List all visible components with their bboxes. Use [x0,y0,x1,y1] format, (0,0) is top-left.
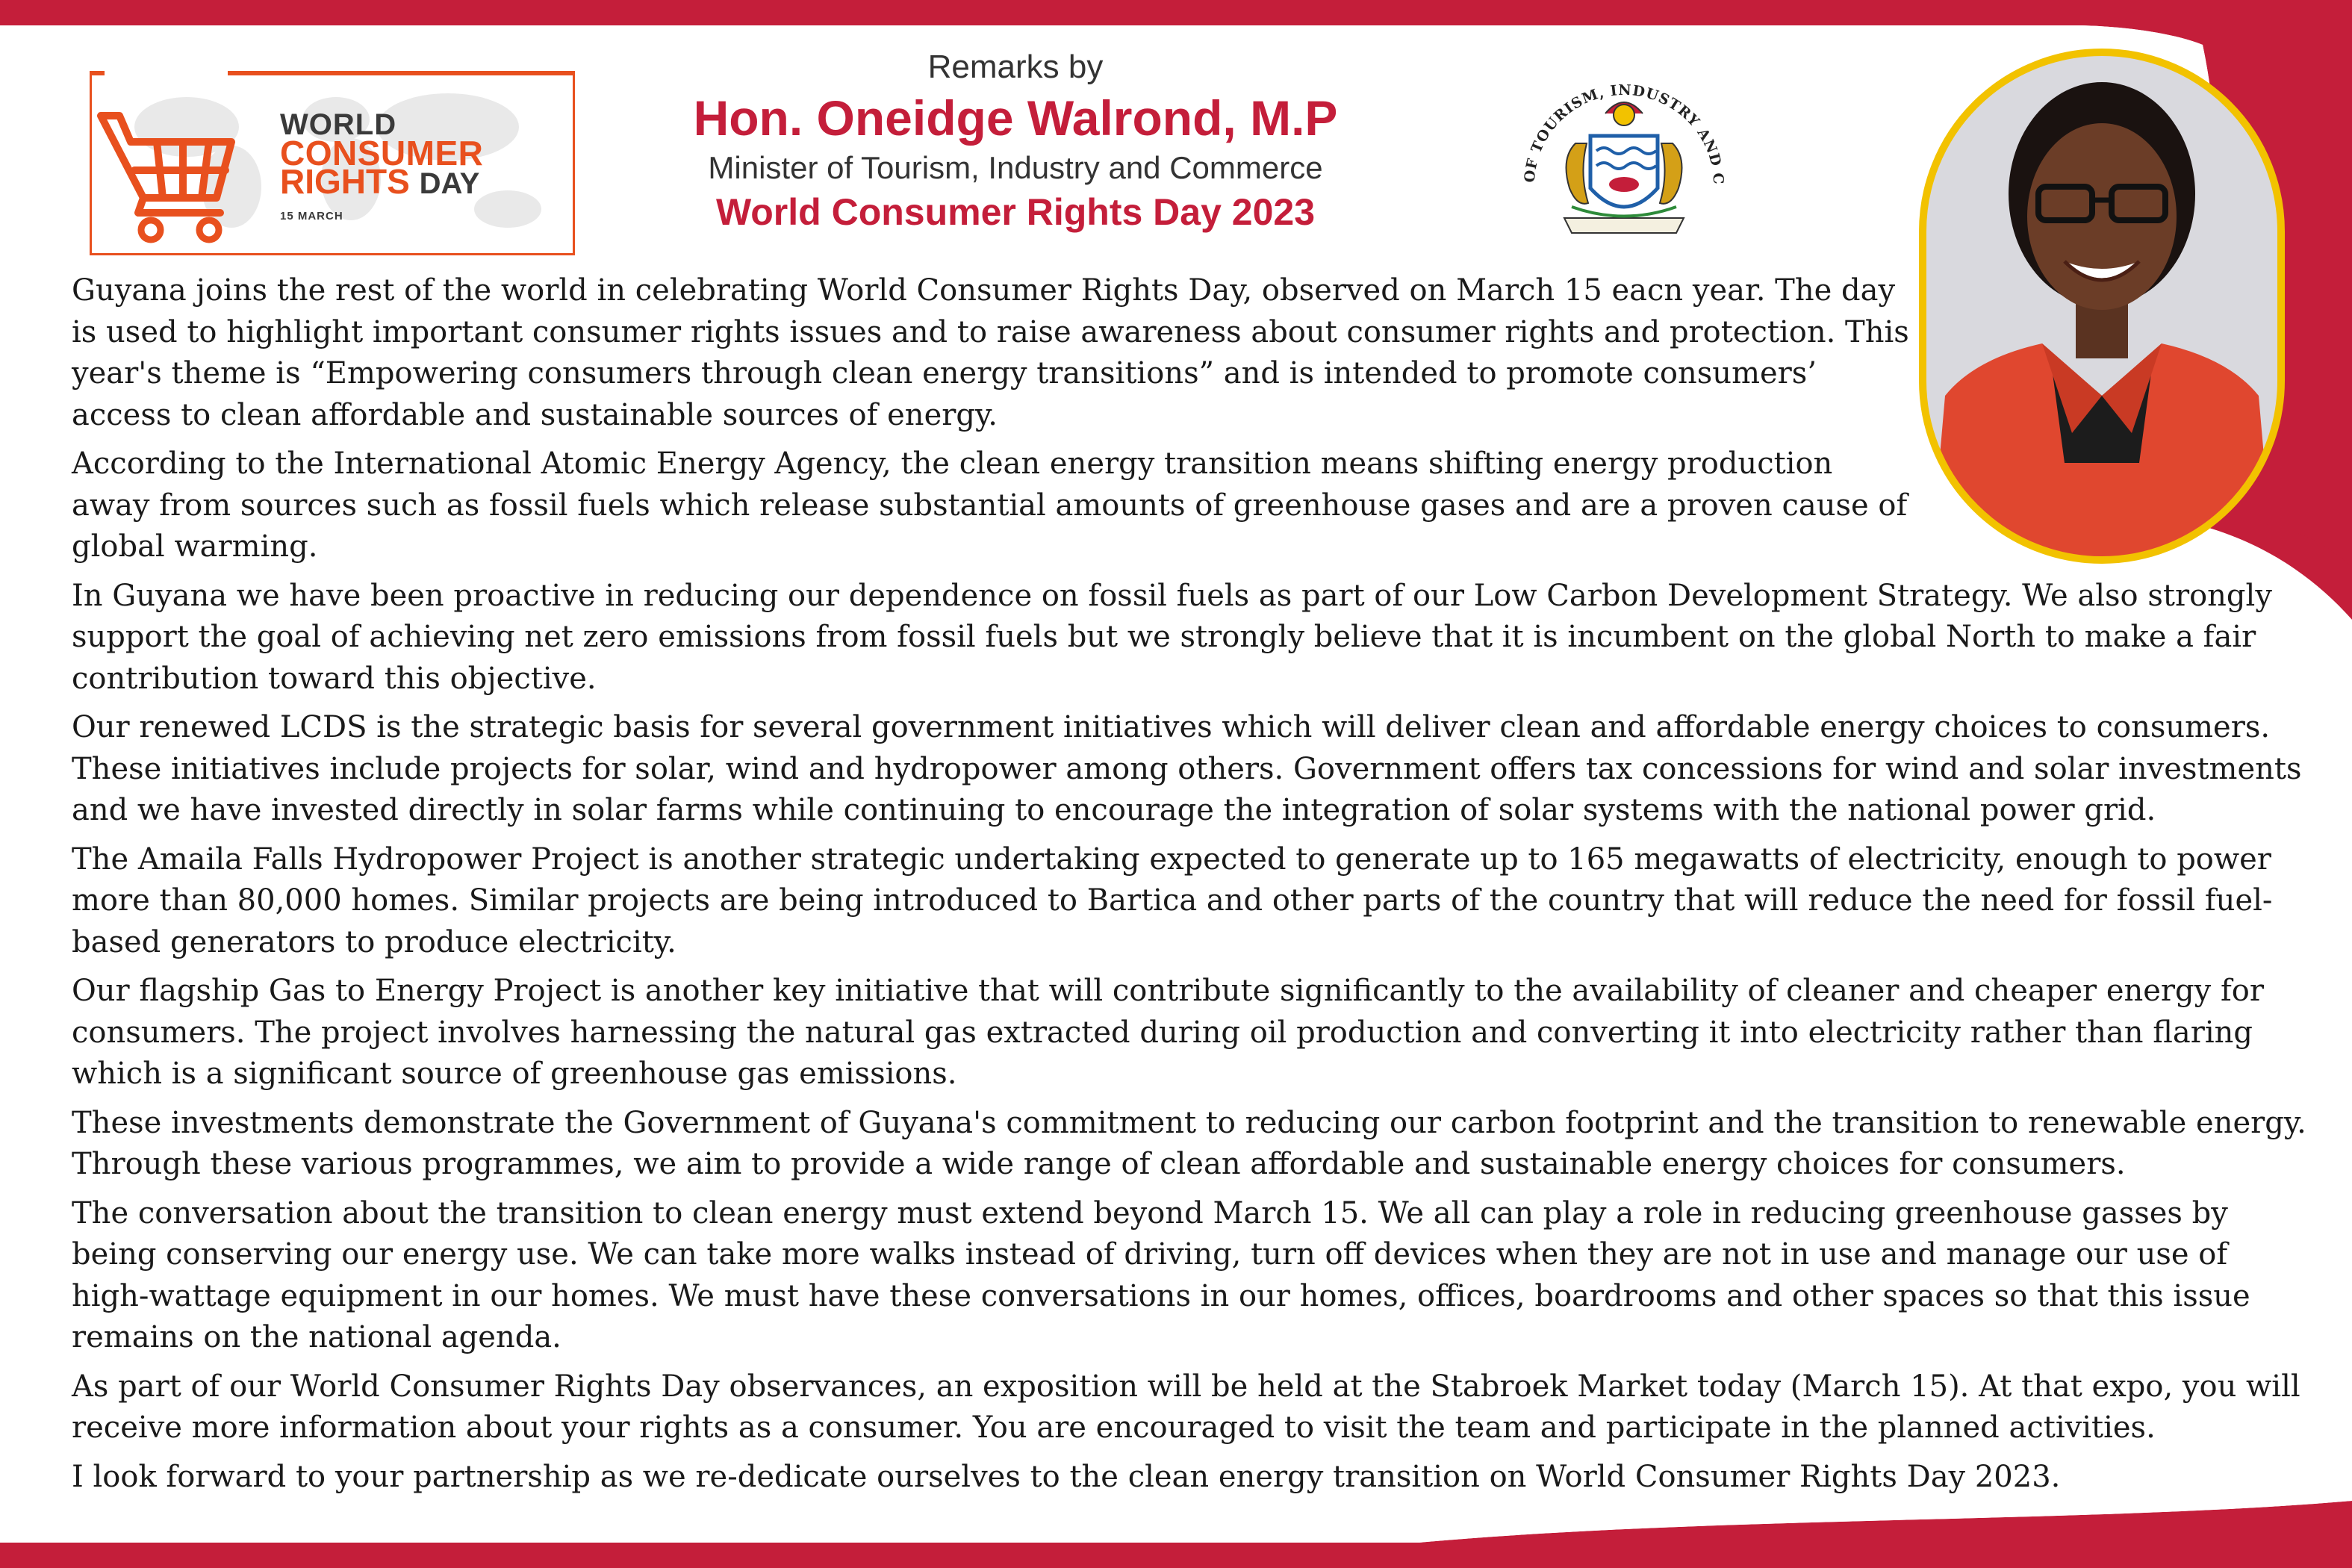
logo-line-world: WORLD [280,108,397,141]
speaker-name: Hon. Oneidge Walrond, M.P [693,90,1338,146]
paragraph-8: The conversation about the transition to clean energy must extend beyond March 15. We all can play a role in reducing greenhouse gasses by being conserving our energy use. We can take more walks instead of driving, turn off devices when they are not in use and manage our use of high-wattage equipment in our homes. We must have these conversations in our homes, offices, boardrooms and other spaces so that this issue remains on the national agenda. [72,1195,2250,1354]
coat-of-arms-icon [1501,54,1747,270]
paragraph-5: The Amaila Falls Hydropower Project is another strategic undertaking expected to generate up to 165 megawatts of electricity, enough to power more than 80,000 homes. Similar projects are being introduced to Bartica and other parts of the country that will reduce the need for fossil fuel-based generators to produce electricity. [72,841,2273,959]
paragraph-6: Our flagship Gas to Energy Project is another key initiative that will contribute significantly to the availability of cleaner and cheaper energy for consumers. The project involves harnessing the natural gas extracted during oil production and converting it into electricity rather than flaring which is a significant source of greenhouse gas emissions. [72,974,2264,1091]
logo-day-word: DAY [419,167,480,200]
paragraph-7: These investments demonstrate the Government of Guyana's commitment to reducing our carbon footprint and the transition to renewable energy. Through these various programmes, we aim to provide a wide range of clean affordable and sustainable energy choices for consumers. [72,1105,2306,1181]
paragraph-1: Guyana joins the rest of the world in celebrating World Consumer Rights Day, observed on March 15 eacn year. The day is used to highlight important consumer rights issues and to raise awareness about consumer rights and protection. This year's theme is “Empowering consumers through clean energy transitions” and is intended to promote consumers’ access to clean affordable and sustainable sources of energy. [72,273,1909,432]
event-title: World Consumer Rights Day 2023 [715,191,1316,233]
speaker-position: Minister of Tourism, Industry and Commerce [708,150,1323,185]
world-consumer-rights-day-logo [90,60,575,255]
logo-line-rights [280,162,483,201]
ministry-seal [1501,54,1747,270]
logo-date: 15 MARCH [280,210,343,223]
paragraph-9: As part of our World Consumer Rights Day observances, an exposition will be held at the Stabroek Market today (March 15). At that expo, you will receive more information about your rights as a consumer. You are encouraged to visit the team and participate in the planned activities. [72,1369,2300,1445]
paragraph-2: According to the International Atomic Energy Agency, the clean energy transition means shifting energy production away from sources such as fossil fuels which release substantial amounts of greenhouse gases and are a proven cause of global warming. [72,447,1908,564]
shopping-cart-icon [97,105,239,246]
logo-rights-word: RIGHTS [280,162,410,201]
seal-text: OF TOURISM, INDUSTRY AND C [1521,81,1727,186]
logo-text [280,108,484,231]
paragraph-10: I look forward to your partnership as we re-dedicate ourselves to the clean energy transition on World Consumer Rights Day 2023. [72,1459,2061,1494]
paragraph-3: In Guyana we have been proactive in reducing our dependence on fossil fuels as part of our Low Carbon Development Strategy. We also strongly support the goal of achieving net zero emissions from fossil fuels but we strongly believe that it is incumbent on the global North to make a fair contribution toward this objective. [72,578,2272,696]
remarks-by-label: Remarks by [927,49,1104,85]
header [620,46,1411,236]
remarks-body [72,270,2308,1505]
logo-line-consumer: CONSUMER [280,134,484,172]
paragraph-4: Our renewed LCDS is the strategic basis for several government initiatives which will deliver clean and affordable energy choices to consumers. These initiatives include projects for solar, wind and hydropower among others. Government offers tax concessions for wind and solar investments and we have invested directly in solar farms while continuing to encourage the integration of solar systems with the national power grid. [72,710,2302,827]
